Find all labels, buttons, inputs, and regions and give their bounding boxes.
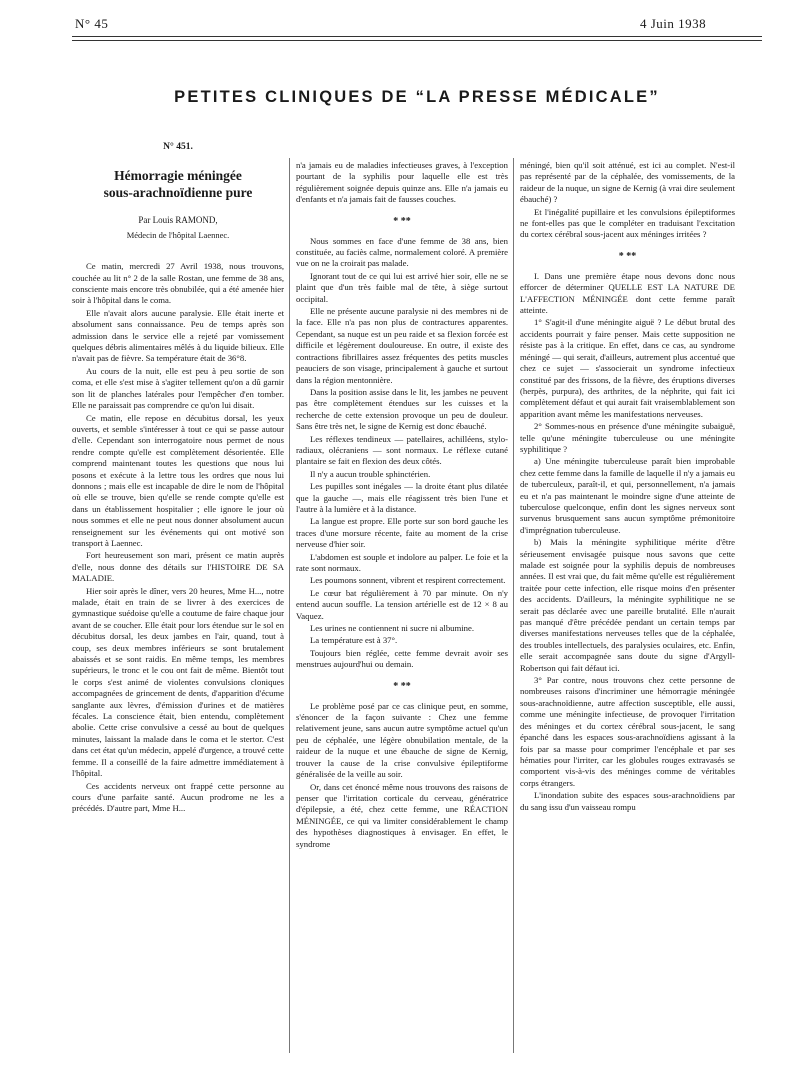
paragraph: méningé, bien qu'il soit atténué, est ici au complet. N'est-il pas représenté par de la céphalée, des vomissements, de la raideur de la nuque, un signe de Kernig (à vrai dire seulement ébauché) ? [520,160,735,205]
paragraph: Ces accidents nerveux ont frappé cette personne au cours d'une parfaite santé. Aucun prodrome ne les a précédés. D'autre part, Mme H... [72,780,284,814]
paragraph: Il n'y a aucun trouble sphinctérien. [310,468,431,479]
paragraph: a) Une méningite tuberculeuse paraît bien improbable chez cette femme dans la famille de laquelle il n'y a jamais eu de tuberculeux, paraît-il, et qui, personnellement, n'a jamais eu et n'a pas maintenant le moindre signe d'une atteinte de tuberculose quelconque, enfin dont les signes nerveux sont survenus brusquement sans aucun symptôme prémonitoire d'imprégnation tuberculeuse. [520,456,735,535]
paragraph: Ignorant tout de ce qui lui est arrivé hier soir, elle ne se plaint que d'un très faible mal de tête, à siège surtout occipital. [296,270,508,304]
paragraph: La langue est propre. Elle porte sur son bord gauche les traces d'une morsure récente, faite au moment de la crise nerveuse d'hier soir. [296,516,508,550]
paragraph: Dans la position assise dans le lit, les jambes ne peuvent pas être complètement étendues sur les cuisses et la recherche de cette extension provoque un peu de douleur. Sans être très net, le signe de Kernig est donc ébauché. [296,386,508,432]
paragraph: Elle ne présente aucune paralysie ni des membres ni de la face. Elle n'a pas non plus de contractures apparentes. Cependant, sa nuque est un peu raide et sa flexion forcée est difficile et légèrement douloureuse. En outre, il existe des contractions fibrillaires assez fréquentes des petits muscles peauciers de son visage, principalement à gauche et surtout dans la région mentonnière. [296,306,508,385]
paragraph: Le problème posé par ce cas clinique peut, en somme, s'énoncer de la façon suivante : Chez une femme relativement jeune, sans aucun autre symptôme actuel qu'un peu de céphalée, une légère obnubilation mentale, de la raideur de la nuque et une ébauche de signe de Kernig, trouver la cause de la crise convulsive épileptiforme généralisée de la veille au soir. [296,700,508,780]
paragraph: La température est à 37°. [310,635,398,646]
paragraph: n'a jamais eu de maladies infectieuses graves, à l'exception pourtant de la syphilis pour laquelle elle est très régulièrement soignée depuis quinze ans. Elle n'a jamais eu d'enfants et n'a jamais fait de fausses couches. [296,160,508,205]
paragraph: L'inondation subite des espaces sous-arachnoïdiens par du sang issu d'un vaisseau rompu [520,790,735,812]
paragraph: Ce matin, mercredi 27 Avril 1938, nous trouvons, couchée au lit n° 2 de la salle Rostan, une femme de 38 ans, consciente mais encore très obnubilée, qui a été amenée hier soir à l'hôpital dans le coma. [72,261,284,306]
column-divider-1 [289,158,290,1053]
column-2 [296,160,508,851]
issue-number: N° 45 [75,16,109,31]
section-break: * ** [393,215,411,227]
column-1 [72,142,284,816]
header-rule-top [72,36,762,37]
paragraph: Elle n'avait alors aucune paralysie. Elle était inerte et absolument sans connaissance. Peu de temps après son admission dans le service elle a rejeté par vomissement quelques débris alimentaires mêlés à du liquide bilieux. Elle n'avait pas de fièvre. Sa température était de 36°8. [72,307,284,364]
article-title-line-1: Hémorragie méningée [114,168,242,184]
article-affiliation: Médecin de l'hôpital Laennec. [126,229,230,240]
article-number: N° 451. [163,142,193,152]
paragraph: Le cœur bat régulièrement à 70 par minute. On n'y entend aucun souffle. La tension artérielle est de 12 × 8 au Vaquez. [296,587,508,621]
section-break: * ** [618,250,637,262]
paragraph: Ce matin, elle repose en décubitus dorsal, les yeux ouverts, et semble s'intéresser à tout ce qui se passe autour d'elle. Cependant son interrogatoire nous permet de nous rendre compte qu'elle est complètement désorientée. Elle comprend maintenant toutes les questions que nous lui posons et exécute à la lettre tous les ordres que nous lui donnons ; mais elle est incapable de dire le nom de l'hôpital où elle se trouve, bien qu'elle se rende compte qu'elle est dans un établissement hospitalier ; elle ignore le jour où nous sommes et elle ne peut nous donner absolument aucun renseignement sur les événements qui ont motivé son transport à Laennec. [72,412,284,548]
column-3 [520,160,735,814]
paragraph: Les urines ne contiennent ni sucre ni albumine. [310,623,475,634]
paragraph: b) Mais la méningite syphilitique mérite d'être sérieusement envisagée puisque nous savons que cette malade est soignée pour la syphilis depuis de nombreuses années. Il est vrai que, du fait même qu'elle est régulièrement traitée pour cette infection, elle risque moins d'en présenter des accidents. D'ailleurs, la méningite syphilitique ne se serait pas déclarée avec une pareille brutalité. Elle n'aurait pas manqué d'être précédée pendant un certain temps par diverses manifestations nerveuses telles que de la céphalée, des troubles intellectuels, des paralysies oculaires, etc. Enfin, elle serait accompagnée sans doute du signe d'Argyll-Robertson qui fait défaut ici. [520,537,735,673]
column-divider-2 [513,158,514,1053]
paragraph: Au cours de la nuit, elle est peu à peu sortie de son coma, et elle s'est mise à s'agiter tellement qu'on a dû garnir son lit de planches latérales pour l'empêcher d'en tomber. Elle ne paraissait pas comprendre ce qu'on lui disait. [72,365,284,411]
paragraph: 3° Par contre, nous trouvons chez cette personne de nombreuses raisons d'incriminer une hémorragie méningée sous-arachnoïdienne, autre affection susceptible, elle aussi, comme une méningite infectieuse, de provoquer l'irritation des méninges et du cortex cérébral sous-jacent, le sang épanché dans les espaces sous-arachnoïdiens agissant à la fois par sa masse pour comprimer l'encéphale et par ses hématies pour l'irriter, car les globules rouges extravasés se comportent vis-à-vis des méninges comme de véritables corps étrangers. [520,675,735,788]
masthead-title: PETITES CLINIQUES DE “LA PRESSE MÉDICALE” [174,88,660,106]
issue-date: 4 Juin 1938 [640,16,707,31]
paragraph: Toujours bien réglée, cette femme devrait avoir ses menstrues aujourd'hui ou demain. [296,647,508,670]
section-break: * ** [393,680,411,692]
header-rule-bottom [72,40,762,41]
paragraph: 2° Sommes-nous en présence d'une méningite subaiguë, telle qu'une méningite tuberculeuse ou une méningite syphilitique ? [520,421,735,454]
paragraph: Les pupilles sont inégales — la droite étant plus dilatée que la gauche —, mais elle réagissent très bien l'une et l'autre à la lumière et à la distance. [296,481,508,514]
paragraph: Hier soir après le dîner, vers 20 heures, Mme H..., notre malade, était en train de se livrer à des exercices de gymnastique suédoise qu'elle a coutume de faire chaque jour avant de se coucher. Elle était pour lors étendue sur le sol en décubitus dorsal, les deux jambes en l'air, quand, tout à coup, ses deux membres inférieurs se sont brutalement abaissés et se sont raidis. En même temps, les membres supérieurs, le tronc et le cou ont fait de même. Bientôt tout le corps s'est animé de violentes convulsions cloniques accompagnées de grincement de dents, d'apparition d'écume sanglante aux lèvres, d'émission d'urines et de matières fécales. La conscience était, bien entendu, complètement abolie. Cette crise convulsive a cessé au bout de quelques minutes, laissant la malade dans le coma et le stertor. C'est dans cet état qu'un médecin, appelé d'urgence, a trouvé cette femme. Il a conseillé de la faire admettre immédiatement à l'hôpital. [72,585,284,779]
paragraph: I. Dans une première étape nous devons donc nous efforcer de déterminer QUELLE EST LA NATURE DE L'AFFECTION MÉNINGÉE dont cette femme paraît atteinte. [520,270,735,316]
paragraph: Les réflexes tendineux — patellaires, achilléens, stylo-radiaux, olécraniens — sont normaux. Le réflexe cutané plantaire se fait en flexion des deux côtés. [296,433,508,467]
article-title-line-2: sous-arachnoïdienne pure [103,185,253,201]
paragraph: Les poumons sonnent, vibrent et respirent correctement. [310,575,506,586]
paragraph: Fort heureusement son mari, présent ce matin auprès d'elle, nous donne des détails sur l'HISTOIRE DE SA MALADIE. [72,550,284,584]
article-title [72,167,284,201]
paragraph: Et l'inégalité pupillaire et les convulsions épileptiformes ne font-elles pas que le compléter en traduisant l'excitation du cortex cérébral sous-jacent aux méninges irritées ? [520,206,735,240]
paragraph: L'abdomen est souple et indolore au palper. Le foie et la rate sont normaux. [296,551,508,573]
paragraph: Nous sommes en face d'une femme de 38 ans, bien constituée, au faciès calme, normalement coloré. A première vue on ne la croirait pas malade. [296,235,508,269]
paragraph: 1° S'agit-il d'une méningite aiguë ? Le début brutal des accidents pourrait y faire penser. Mais cette supposition ne résiste pas à la critique. En effet, dans ce cas, au syndrome méningé — qui serait, d'ailleurs, autrement plus accentué que chez ce sujet — s'associerait un syndrome infectieux constitué par des frissons, de la fièvre, des éruptions diverses (herpès, purpura), des arthrites, de la néphrite, qui fait ici complètement défaut et qui aurait fait vraisemblablement son apparition avant même les manifestations nerveuses. [520,317,735,419]
article-byline: Par Louis RAMOND, [138,215,218,226]
paragraph: Or, dans cet énoncé même nous trouvons des raisons de penser que l'irritation corticale du cerveau, génératrice d'épilepsie, a été, chez cette femme, une RÉACTION MÉNINGÉE, ce qui va limiter considérablement le champ des hypothèses diagnostiques à envisager. En effet, le syndrome [296,781,508,849]
